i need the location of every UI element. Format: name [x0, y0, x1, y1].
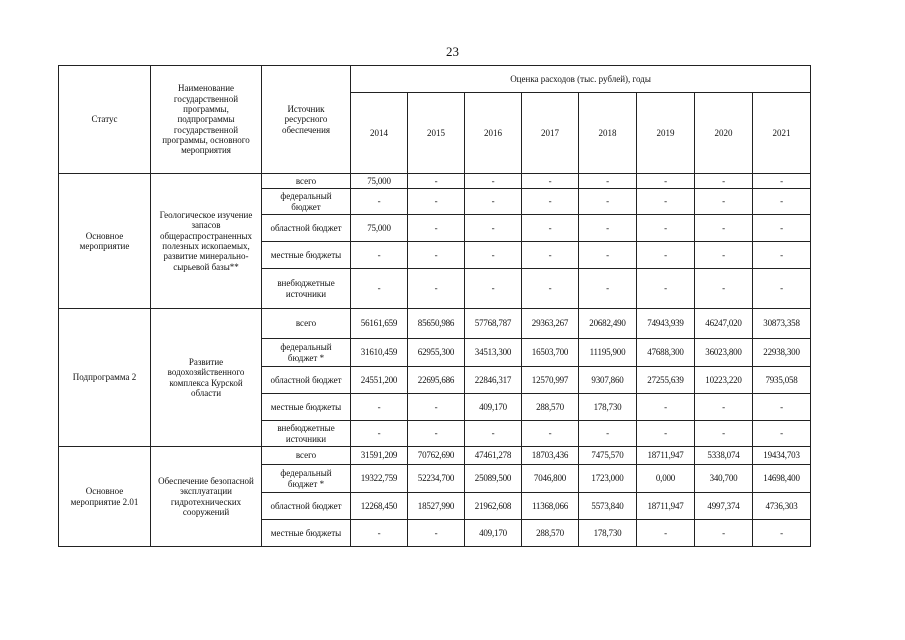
- value-cell: 288,570: [522, 394, 579, 421]
- value-cell: -: [465, 189, 522, 215]
- budget-table: [58, 65, 811, 547]
- header-year: 2021: [753, 93, 811, 174]
- value-cell: 19434,703: [753, 447, 811, 465]
- value-cell: -: [695, 269, 753, 309]
- value-cell: -: [637, 421, 695, 447]
- value-cell: -: [637, 394, 695, 421]
- header-year: 2019: [637, 93, 695, 174]
- header-source: Источник ресурсного обеспечения: [262, 66, 351, 174]
- value-cell: 31610,459: [351, 339, 408, 367]
- value-cell: 56161,659: [351, 309, 408, 339]
- value-cell: 36023,800: [695, 339, 753, 367]
- header-year: 2018: [579, 93, 637, 174]
- header-name: Наименование государственной программы, подпрограммы государственной программы, основного мероприятия: [151, 66, 262, 174]
- value-cell: -: [695, 394, 753, 421]
- source-cell: федеральный бюджет *: [262, 339, 351, 367]
- value-cell: -: [522, 189, 579, 215]
- status-cell: Основное мероприятие: [59, 174, 151, 309]
- value-cell: -: [695, 520, 753, 547]
- value-cell: -: [695, 174, 753, 189]
- value-cell: -: [351, 520, 408, 547]
- value-cell: -: [695, 189, 753, 215]
- value-cell: -: [522, 174, 579, 189]
- header-cost-title: Оценка расходов (тыс. рублей), годы: [351, 66, 811, 93]
- value-cell: 75,000: [351, 215, 408, 242]
- value-cell: -: [408, 520, 465, 547]
- value-cell: -: [408, 174, 465, 189]
- value-cell: 7046,800: [522, 465, 579, 493]
- value-cell: 7475,570: [579, 447, 637, 465]
- value-cell: 16503,700: [522, 339, 579, 367]
- value-cell: -: [408, 269, 465, 309]
- source-cell: федеральный бюджет: [262, 189, 351, 215]
- value-cell: 57768,787: [465, 309, 522, 339]
- value-cell: -: [695, 215, 753, 242]
- value-cell: -: [522, 242, 579, 269]
- value-cell: -: [408, 421, 465, 447]
- header-row-1: [59, 66, 811, 93]
- status-cell: Подпрограмма 2: [59, 309, 151, 447]
- value-cell: 34513,300: [465, 339, 522, 367]
- value-cell: -: [753, 189, 811, 215]
- value-cell: 46247,020: [695, 309, 753, 339]
- value-cell: -: [465, 215, 522, 242]
- value-cell: -: [579, 242, 637, 269]
- value-cell: 178,730: [579, 394, 637, 421]
- value-cell: 70762,690: [408, 447, 465, 465]
- value-cell: -: [637, 189, 695, 215]
- value-cell: 14698,400: [753, 465, 811, 493]
- value-cell: -: [753, 174, 811, 189]
- value-cell: 62955,300: [408, 339, 465, 367]
- value-cell: 18527,990: [408, 493, 465, 520]
- header-status: Статус: [59, 66, 151, 174]
- value-cell: 22846,317: [465, 367, 522, 394]
- program-name-cell: Развитие водохозяйственного комплекса Курской области: [151, 309, 262, 447]
- value-cell: -: [637, 520, 695, 547]
- value-cell: -: [579, 189, 637, 215]
- value-cell: -: [637, 215, 695, 242]
- status-cell: Основное мероприятие 2.01: [59, 447, 151, 547]
- value-cell: 24551,200: [351, 367, 408, 394]
- value-cell: 1723,000: [579, 465, 637, 493]
- value-cell: 21962,608: [465, 493, 522, 520]
- source-cell: областной бюджет: [262, 367, 351, 394]
- value-cell: -: [753, 421, 811, 447]
- value-cell: 74943,939: [637, 309, 695, 339]
- page-number: 23: [446, 44, 459, 59]
- source-cell: местные бюджеты: [262, 394, 351, 421]
- header-year: 2016: [465, 93, 522, 174]
- value-cell: -: [465, 421, 522, 447]
- value-cell: 409,170: [465, 394, 522, 421]
- value-cell: -: [351, 269, 408, 309]
- value-cell: 340,700: [695, 465, 753, 493]
- value-cell: -: [522, 421, 579, 447]
- value-cell: 9307,860: [579, 367, 637, 394]
- value-cell: 47688,300: [637, 339, 695, 367]
- value-cell: 19322,759: [351, 465, 408, 493]
- value-cell: 5338,074: [695, 447, 753, 465]
- value-cell: -: [351, 421, 408, 447]
- value-cell: 31591,209: [351, 447, 408, 465]
- value-cell: -: [637, 174, 695, 189]
- value-cell: -: [351, 394, 408, 421]
- value-cell: -: [408, 215, 465, 242]
- value-cell: -: [408, 242, 465, 269]
- value-cell: 0,000: [637, 465, 695, 493]
- value-cell: -: [351, 189, 408, 215]
- value-cell: -: [579, 421, 637, 447]
- value-cell: -: [753, 394, 811, 421]
- source-cell: местные бюджеты: [262, 520, 351, 547]
- value-cell: -: [753, 242, 811, 269]
- value-cell: 18711,947: [637, 447, 695, 465]
- value-cell: 11368,066: [522, 493, 579, 520]
- source-cell: местные бюджеты: [262, 242, 351, 269]
- header-year: 2017: [522, 93, 579, 174]
- value-cell: -: [465, 174, 522, 189]
- value-cell: 22695,686: [408, 367, 465, 394]
- value-cell: 12268,450: [351, 493, 408, 520]
- table-row: [59, 174, 811, 189]
- source-cell: внебюджетные источники: [262, 269, 351, 309]
- value-cell: -: [465, 269, 522, 309]
- value-cell: 5573,840: [579, 493, 637, 520]
- value-cell: 4736,303: [753, 493, 811, 520]
- value-cell: 22938,300: [753, 339, 811, 367]
- program-name-cell: Геологическое изучение запасов общераспространенных полезных ископаемых, развитие минерально-сырьевой базы**: [151, 174, 262, 309]
- value-cell: 18703,436: [522, 447, 579, 465]
- value-cell: -: [522, 269, 579, 309]
- header-year: 2020: [695, 93, 753, 174]
- value-cell: -: [408, 394, 465, 421]
- value-cell: 4997,374: [695, 493, 753, 520]
- value-cell: 288,570: [522, 520, 579, 547]
- value-cell: -: [637, 269, 695, 309]
- value-cell: -: [753, 269, 811, 309]
- value-cell: 10223,220: [695, 367, 753, 394]
- source-cell: федеральный бюджет *: [262, 465, 351, 493]
- value-cell: 25089,500: [465, 465, 522, 493]
- value-cell: -: [637, 242, 695, 269]
- value-cell: -: [579, 174, 637, 189]
- value-cell: 11195,900: [579, 339, 637, 367]
- value-cell: -: [753, 215, 811, 242]
- value-cell: 178,730: [579, 520, 637, 547]
- value-cell: 30873,358: [753, 309, 811, 339]
- header-year: 2014: [351, 93, 408, 174]
- source-cell: областной бюджет: [262, 493, 351, 520]
- header-year: 2015: [408, 93, 465, 174]
- value-cell: 409,170: [465, 520, 522, 547]
- value-cell: -: [522, 215, 579, 242]
- value-cell: -: [351, 242, 408, 269]
- value-cell: -: [695, 242, 753, 269]
- value-cell: -: [465, 242, 522, 269]
- value-cell: -: [579, 215, 637, 242]
- value-cell: 27255,639: [637, 367, 695, 394]
- value-cell: 52234,700: [408, 465, 465, 493]
- source-cell: областной бюджет: [262, 215, 351, 242]
- table-row: [59, 447, 811, 465]
- value-cell: 20682,490: [579, 309, 637, 339]
- value-cell: -: [408, 189, 465, 215]
- value-cell: -: [753, 520, 811, 547]
- source-cell: внебюджетные источники: [262, 421, 351, 447]
- value-cell: 7935,058: [753, 367, 811, 394]
- value-cell: -: [579, 269, 637, 309]
- source-cell: всего: [262, 309, 351, 339]
- value-cell: 47461,278: [465, 447, 522, 465]
- source-cell: всего: [262, 174, 351, 189]
- value-cell: 75,000: [351, 174, 408, 189]
- value-cell: 18711,947: [637, 493, 695, 520]
- value-cell: -: [695, 421, 753, 447]
- table-row: [59, 309, 811, 339]
- value-cell: 12570,997: [522, 367, 579, 394]
- value-cell: 29363,267: [522, 309, 579, 339]
- program-name-cell: Обеспечение безопасной эксплуатации гидротехнических сооружений: [151, 447, 262, 547]
- source-cell: всего: [262, 447, 351, 465]
- value-cell: 85650,986: [408, 309, 465, 339]
